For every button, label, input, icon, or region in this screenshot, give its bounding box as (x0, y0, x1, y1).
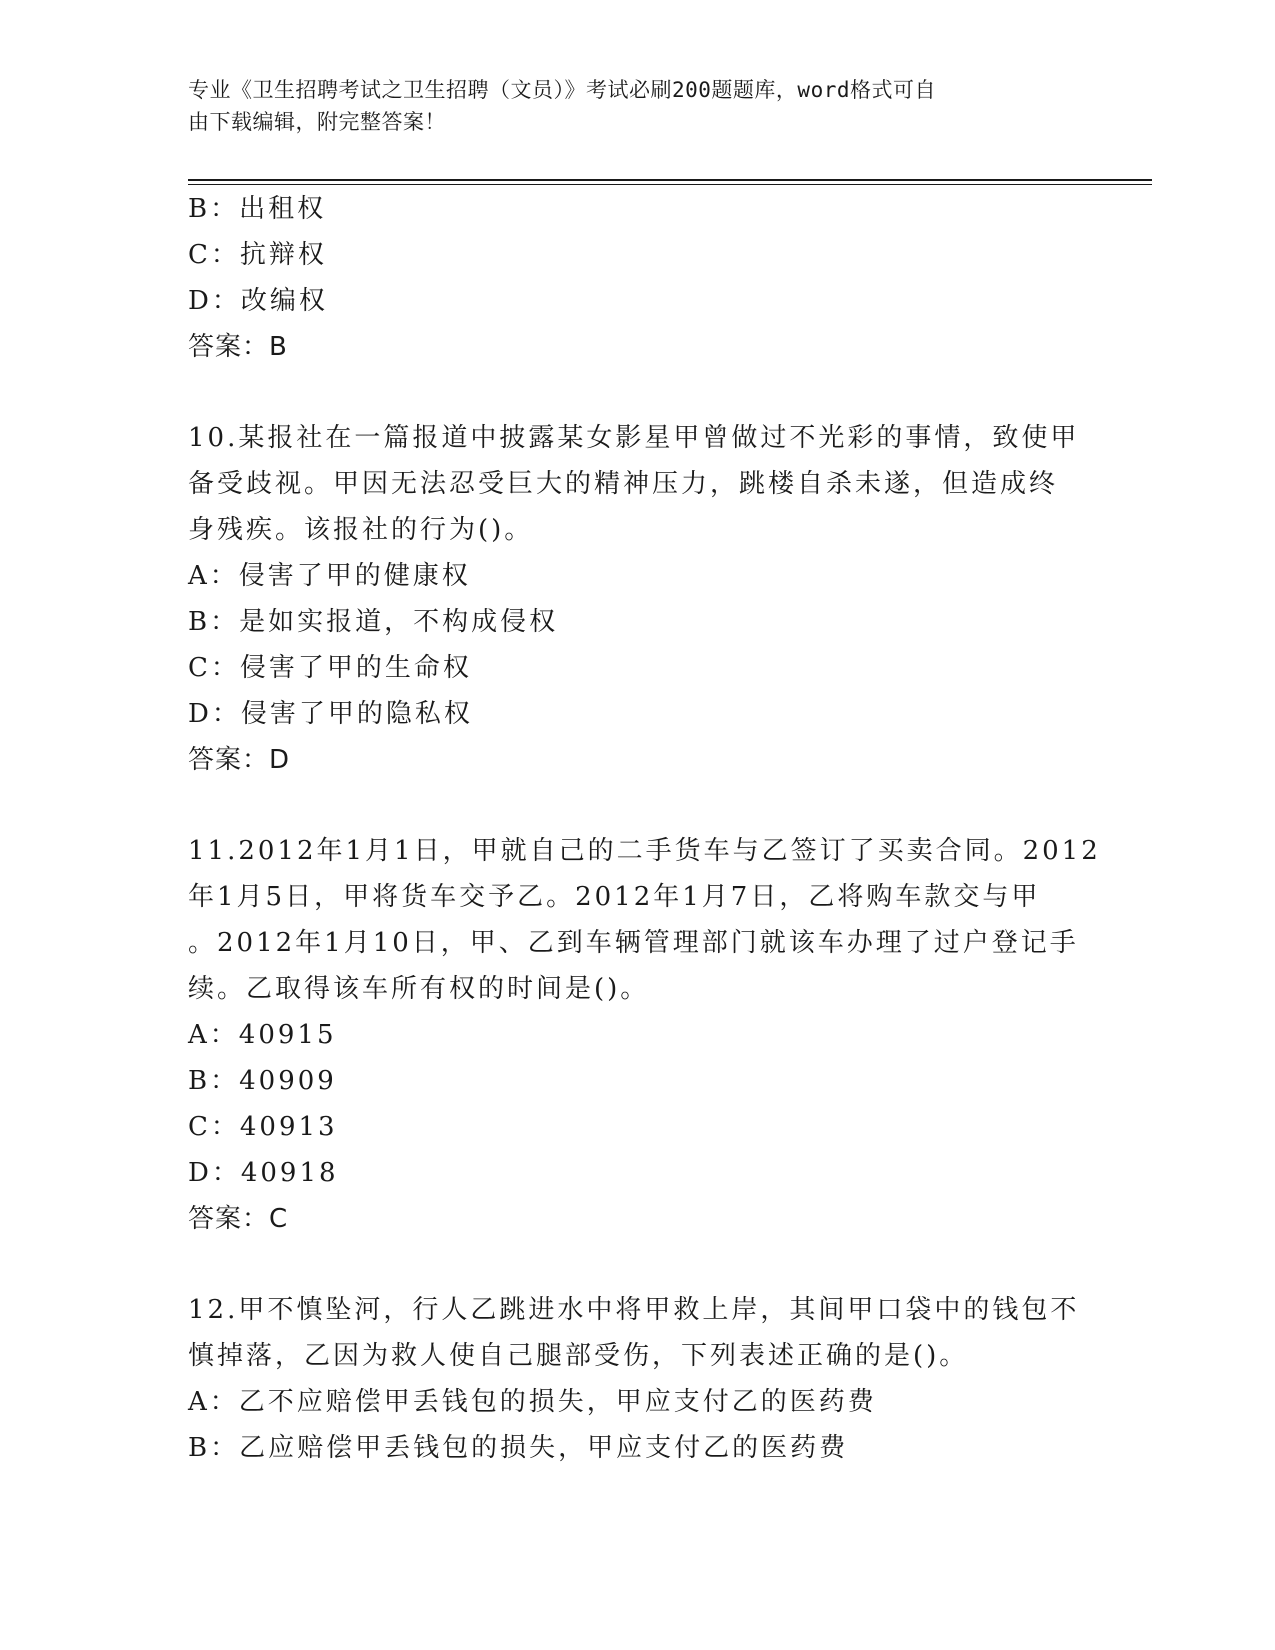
question-10 (188, 415, 1088, 783)
option-a: A：40915 (188, 1020, 337, 1050)
option-a: A：侵害了甲的健康权 (188, 561, 471, 591)
header-line-2: 由下载编辑，附完整答案！ (188, 110, 446, 134)
page-header (188, 74, 1068, 138)
option-b: B：乙应赔偿甲丢钱包的损失，甲应支付乙的医药费 (188, 1433, 849, 1463)
header-divider-thin (188, 184, 1152, 185)
question-text (188, 1287, 1088, 1379)
question-text-line: 12.甲不慎坠河，行人乙跳进水中将甲救上岸，其间甲口袋中的钱包不 (188, 1295, 1080, 1325)
question-text-line: 。2012年1月10日，甲、乙到车辆管理部门就该车办理了过户登记手 (188, 928, 1079, 958)
question-9-continuation (188, 186, 1088, 370)
question-text-line: 10.某报社在一篇报道中披露某女影星甲曾做过不光彩的事情，致使甲 (188, 423, 1080, 453)
option-b: B：出租权 (188, 194, 327, 224)
spacer (188, 1242, 1088, 1287)
header-line-1: 专业《卫生招聘考试之卫生招聘（文员）》考试必刷200题题库，word格式可自 (188, 78, 936, 102)
question-text (188, 415, 1088, 553)
question-text-line: 续。乙取得该车所有权的时间是()。 (188, 974, 650, 1004)
question-11 (188, 828, 1101, 1242)
option-b: B：是如实报道，不构成侵权 (188, 607, 559, 637)
option-b: B：40909 (188, 1066, 337, 1096)
option-d: D：侵害了甲的隐私权 (188, 699, 473, 729)
question-text-line: 年1月5日，甲将货车交予乙。2012年1月7日，乙将购车款交与甲 (188, 882, 1041, 912)
question-text-line: 身残疾。该报社的行为()。 (188, 515, 534, 545)
question-text-line: 备受歧视。甲因无法忍受巨大的精神压力，跳楼自杀未遂，但造成终 (188, 469, 1059, 499)
option-d: D：40918 (188, 1158, 339, 1188)
spacer (188, 370, 1088, 415)
answer-line: 答案：B (188, 332, 288, 362)
header-divider-thick (188, 179, 1152, 181)
option-c: C：40913 (188, 1112, 338, 1142)
option-c: C：侵害了甲的生命权 (188, 653, 472, 683)
option-a: A：乙不应赔偿甲丢钱包的损失，甲应支付乙的医药费 (188, 1387, 877, 1417)
answer-line: 答案：C (188, 1204, 289, 1234)
option-c: C：抗辩权 (188, 240, 327, 270)
question-content (188, 186, 1101, 1471)
question-12 (188, 1287, 1088, 1471)
spacer (188, 783, 1088, 828)
answer-line: 答案：D (188, 745, 291, 775)
question-text-line: 11.2012年1月1日，甲就自己的二手货车与乙签订了买卖合同。2012 (188, 836, 1101, 866)
question-text (188, 828, 1101, 1012)
question-text-line: 慎掉落，乙因为救人使自己腿部受伤，下列表述正确的是()。 (188, 1341, 969, 1371)
option-d: D：改编权 (188, 286, 328, 316)
